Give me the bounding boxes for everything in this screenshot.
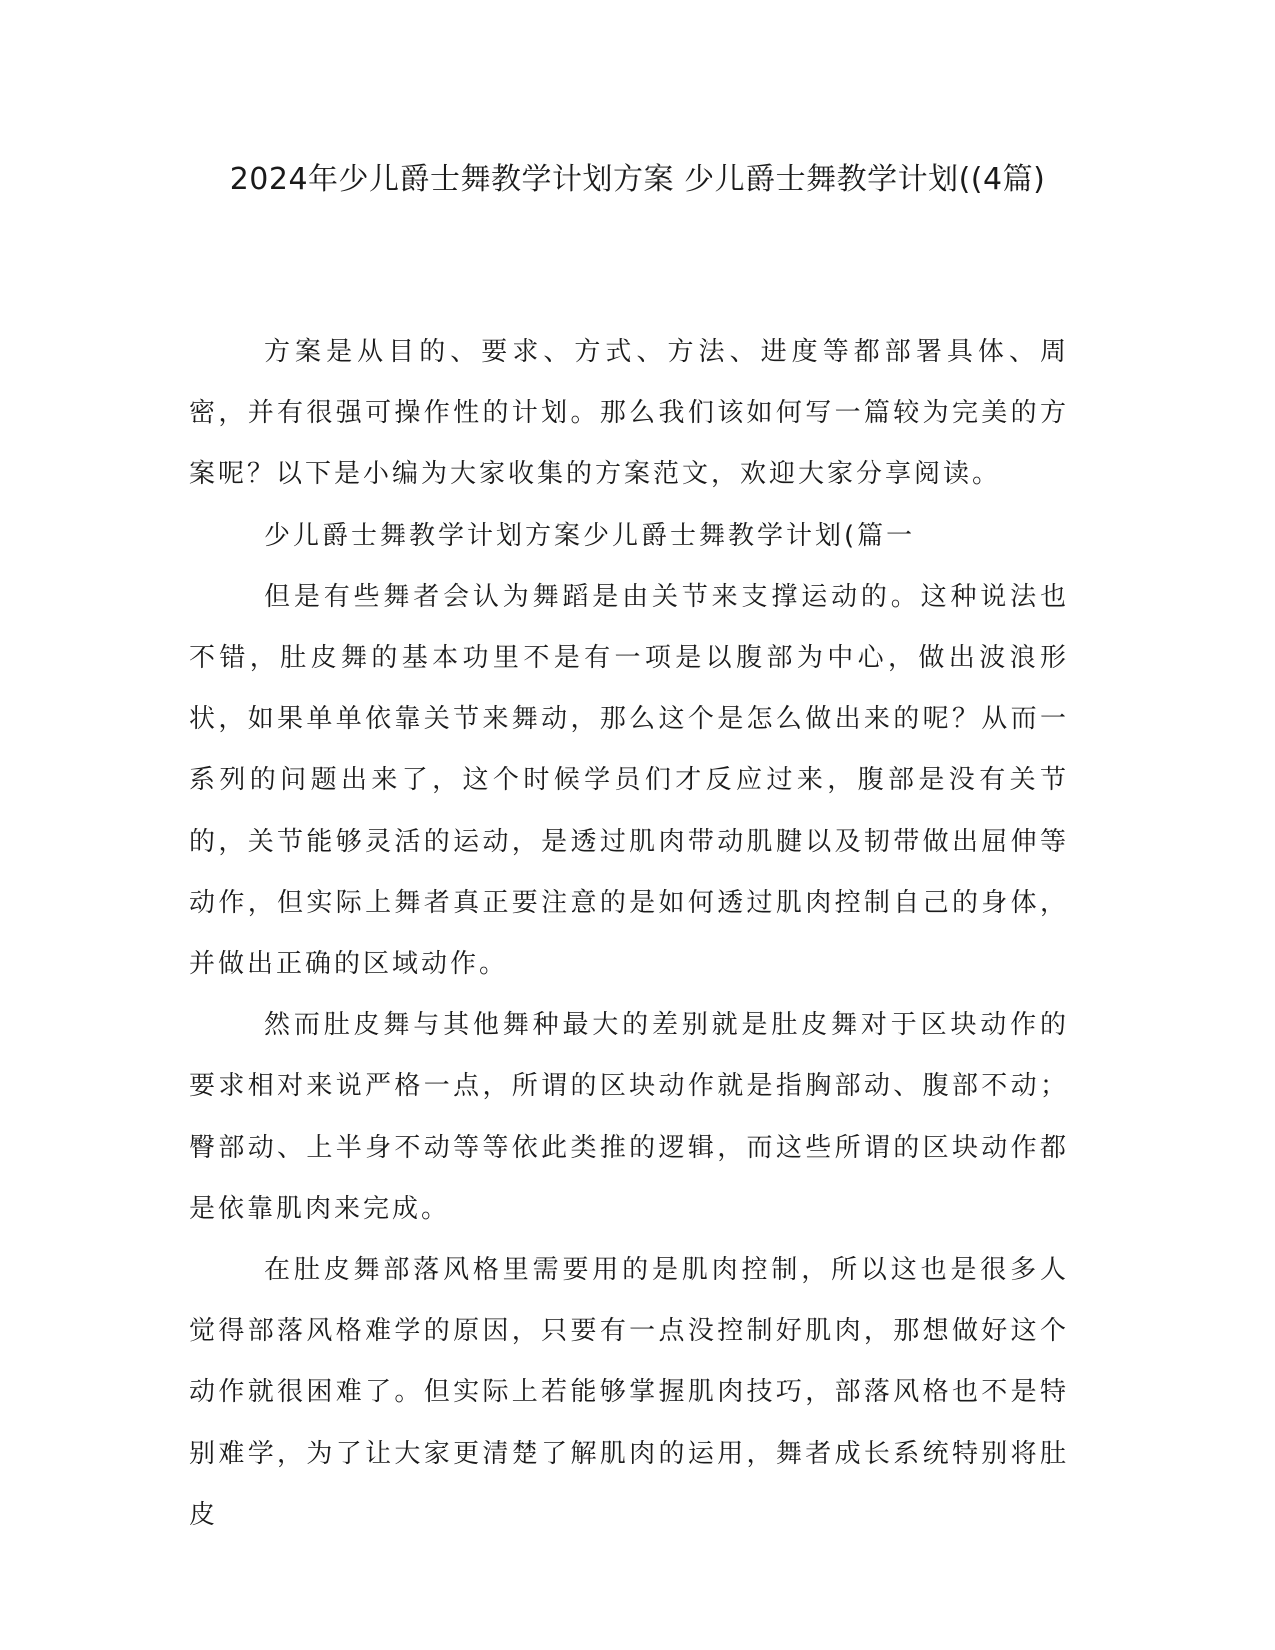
- paragraph-isolation: 然而肚皮舞与其他舞种最大的差别就是肚皮舞对于区块动作的要求相对来说严格一点，所谓的区块动作就是指胸部动、腹部不动；臀部动、上半身不动等等依此类推的逻辑，而这些所谓的区块动作都是依靠肌肉来完成。: [189, 1010, 1069, 1224]
- paragraph-tribal-style: 在肚皮舞部落风格里需要用的是肌肉控制，所以这也是很多人觉得部落风格难学的原因，只要有一点没控制好肌肉，那想做好这个动作就很困难了。但实际上若能够掌握肌肉技巧，部落风格也不是特别难学，为了让大家更清楚了解肌肉的运用，舞者成长系统特别将肚皮: [189, 1255, 1069, 1530]
- section-heading-part-one: 少儿爵士舞教学计划方案少儿爵士舞教学计划(篇一: [264, 520, 916, 551]
- document-body: [189, 322, 1069, 1546]
- document-title: 2024年少儿爵士舞教学计划方案 少儿爵士舞教学计划((4篇): [229, 162, 1046, 197]
- paragraph-intro: 方案是从目的、要求、方式、方法、进度等都部署具体、周密，并有很强可操作性的计划。那么我们该如何写一篇较为完美的方案呢？以下是小编为大家收集的方案范文，欢迎大家分享阅读。: [189, 337, 1069, 490]
- paragraph-joints: 但是有些舞者会认为舞蹈是由关节来支撑运动的。这种说法也不错，肚皮舞的基本功里不是有一项是以腹部为中心，做出波浪形状，如果单单依靠关节来舞动，那么这个是怎么做出来的呢？从而一系列的问题出来了，这个时候学员们才反应过来，腹部是没有关节的，关节能够灵活的运动，是透过肌肉带动肌腱以及韧带做出屈伸等动作，但实际上舞者真正要注意的是如何透过肌肉控制自己的身体，并做出正确的区域动作。: [189, 581, 1069, 980]
